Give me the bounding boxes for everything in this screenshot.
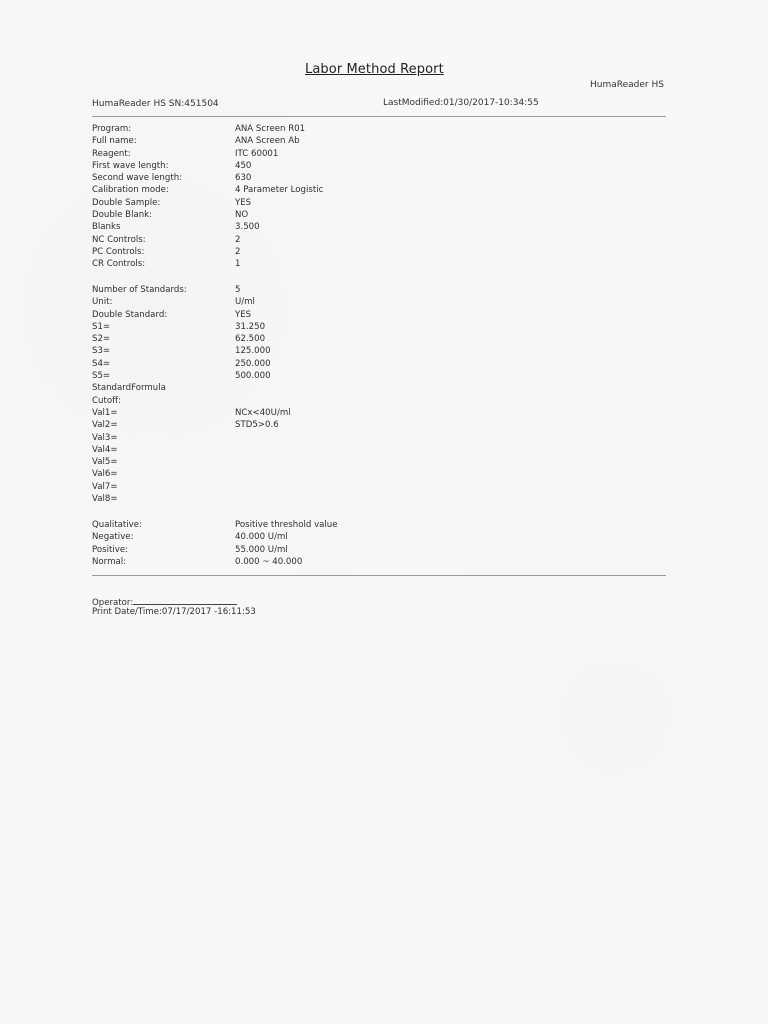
param-value: YES bbox=[235, 197, 252, 208]
standard-row bbox=[92, 370, 492, 382]
param-label: NC Controls: bbox=[92, 234, 146, 245]
standards-section bbox=[92, 284, 492, 505]
qualitative-value: 55.000 U/ml bbox=[235, 544, 288, 555]
standard-row bbox=[92, 468, 492, 480]
param-row bbox=[92, 197, 492, 209]
param-value: 630 bbox=[235, 173, 252, 184]
param-row bbox=[92, 258, 492, 270]
standard-row bbox=[92, 456, 492, 468]
standard-value: 500.000 bbox=[235, 371, 271, 382]
qualitative-row bbox=[92, 544, 492, 556]
param-row bbox=[92, 221, 492, 233]
standard-value: NCx<40U/ml bbox=[235, 407, 291, 418]
report-title: Labor Method Report bbox=[305, 62, 444, 77]
print-datetime: Print Date/Time:07/17/2017 -16:11:53 bbox=[92, 607, 256, 617]
standard-row bbox=[92, 321, 492, 333]
qualitative-label: Normal: bbox=[92, 556, 126, 567]
method-parameters bbox=[92, 123, 492, 271]
standard-label: Number of Standards: bbox=[92, 285, 187, 295]
standard-row bbox=[92, 481, 492, 493]
standard-label: Unit: bbox=[92, 297, 113, 308]
last-modified: LastModified:01/30/2017-10:34:55 bbox=[383, 98, 539, 108]
qualitative-label: Qualitative: bbox=[92, 520, 142, 530]
standard-label: Val5= bbox=[92, 457, 118, 468]
standard-row bbox=[92, 333, 492, 345]
qualitative-row bbox=[92, 531, 492, 543]
param-label: Program: bbox=[92, 124, 132, 134]
standard-row bbox=[92, 493, 492, 505]
standard-value: YES bbox=[235, 309, 252, 320]
param-value: 2 bbox=[235, 246, 241, 257]
standard-value: 250.000 bbox=[235, 358, 271, 369]
standard-value: 125.000 bbox=[235, 346, 271, 357]
standard-label: Val2= bbox=[92, 420, 118, 431]
standard-row bbox=[92, 419, 492, 431]
param-row bbox=[92, 234, 492, 246]
standard-row bbox=[92, 444, 492, 456]
standard-row bbox=[92, 358, 492, 370]
param-row bbox=[92, 148, 492, 160]
standard-label: Val3= bbox=[92, 432, 118, 443]
standard-row bbox=[92, 382, 492, 394]
standard-row bbox=[92, 284, 492, 296]
qualitative-label: Negative: bbox=[92, 532, 134, 543]
param-row bbox=[92, 160, 492, 172]
standard-label: Val7= bbox=[92, 481, 118, 492]
param-row bbox=[92, 246, 492, 258]
standard-row bbox=[92, 345, 492, 357]
standard-value: 5 bbox=[235, 285, 241, 295]
param-label: Full name: bbox=[92, 136, 137, 147]
standard-value: 62.500 bbox=[235, 334, 266, 345]
param-row bbox=[92, 172, 492, 184]
param-label: PC Controls: bbox=[92, 246, 145, 257]
param-label: Blanks bbox=[92, 222, 121, 233]
qualitative-value: 40.000 U/ml bbox=[235, 532, 288, 543]
qualitative-row bbox=[92, 519, 492, 531]
param-row bbox=[92, 209, 492, 221]
footer-divider bbox=[92, 575, 666, 576]
param-label: Double Sample: bbox=[92, 197, 161, 208]
param-label: Second wave length: bbox=[92, 173, 183, 184]
operator-signature-line bbox=[133, 595, 237, 605]
standard-label: StandardFormula bbox=[92, 383, 166, 394]
qualitative-value: Positive threshold value bbox=[235, 520, 338, 530]
standard-value: U/ml bbox=[235, 297, 255, 308]
param-value: ANA Screen Ab bbox=[235, 136, 300, 147]
standard-label: S2= bbox=[92, 334, 111, 345]
standard-label: Double Standard: bbox=[92, 309, 168, 320]
standard-label: S3= bbox=[92, 346, 111, 357]
standard-row bbox=[92, 407, 492, 419]
param-value: ITC 60001 bbox=[235, 148, 279, 159]
device-name: HumaReader HS bbox=[590, 80, 664, 90]
param-label: Double Blank: bbox=[92, 210, 153, 221]
standard-value: STD5>0.6 bbox=[235, 420, 279, 431]
qualitative-label: Positive: bbox=[92, 544, 129, 555]
standard-label: Val8= bbox=[92, 494, 118, 505]
qualitative-section bbox=[92, 519, 492, 568]
param-value: 4 Parameter Logistic bbox=[235, 185, 324, 196]
qualitative-row bbox=[92, 556, 492, 568]
standard-row bbox=[92, 432, 492, 444]
standard-label: S4= bbox=[92, 358, 111, 369]
standard-row bbox=[92, 309, 492, 321]
param-value: NO bbox=[235, 210, 249, 221]
qualitative-value: 0.000 ~ 40.000 bbox=[235, 556, 303, 567]
param-value: 2 bbox=[235, 234, 241, 245]
param-label: Calibration mode: bbox=[92, 185, 169, 196]
standard-label: Val6= bbox=[92, 469, 118, 480]
standard-value: 31.250 bbox=[235, 321, 266, 332]
standard-label: Val1= bbox=[92, 407, 118, 418]
operator-label: Operator: bbox=[92, 598, 134, 608]
standard-label: Val4= bbox=[92, 444, 118, 455]
standard-row bbox=[92, 395, 492, 407]
param-value: ANA Screen R01 bbox=[235, 124, 306, 134]
standard-label: Cutoff: bbox=[92, 395, 121, 406]
param-label: Reagent: bbox=[92, 148, 131, 159]
param-row bbox=[92, 135, 492, 147]
standard-label: S5= bbox=[92, 371, 111, 382]
param-value: 1 bbox=[235, 259, 241, 270]
param-label: CR Controls: bbox=[92, 259, 146, 270]
param-row bbox=[92, 123, 492, 135]
standard-row bbox=[92, 296, 492, 308]
param-value: 450 bbox=[235, 160, 252, 171]
standard-label: S1= bbox=[92, 321, 111, 332]
param-value: 3.500 bbox=[235, 222, 260, 233]
device-serial: HumaReader HS SN:451504 bbox=[92, 99, 219, 109]
header-divider bbox=[92, 116, 666, 117]
param-label: First wave length: bbox=[92, 160, 169, 171]
param-row bbox=[92, 184, 492, 196]
